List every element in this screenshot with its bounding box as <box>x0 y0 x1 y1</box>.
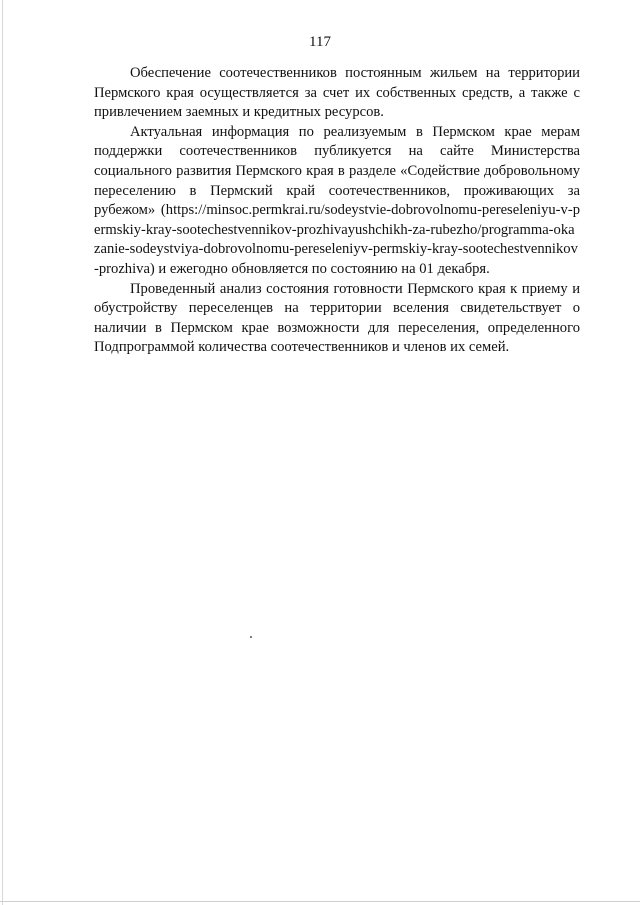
paragraph-housing: Обеспечение соотечественников постоянным жильем на территории Пермского края осуществляется за счет их собственных средств, а также с привлечением заемных и кредитных ресурсов. <box>94 65 580 121</box>
paragraph-support-info <box>94 123 580 280</box>
scan-edge-left <box>2 0 3 905</box>
document-body <box>94 64 580 358</box>
scan-edge-bottom <box>0 901 640 902</box>
scan-speck <box>250 636 252 638</box>
paragraph-support-text-after: ) и ежегодно обновляется по состоянию на 01 декабря. <box>149 260 490 277</box>
paragraph-support-text-before: Актуальная информация по реализуемым в Пермском крае мерам поддержки соотечественников публикуется на сайте Министерства социального развития Пермского края в разделе «Содействие добровольному переселению в Пермский край соотечественников, проживающих за рубежом» ( <box>94 123 580 219</box>
support-info-link[interactable]: https://minsoc.permkrai.ru/sodeystvie-dobrovolnomu-pereseleniyu-v-permskiy-kray-sootechestvennikov-prozhivayushchikh-za-rubezho/programma-okazanie-sodeystviya-dobrovolnomu-pereseleniyv-permskiy-kray-sootechestvennikov-prozhiva <box>94 202 580 277</box>
paragraph-readiness-analysis: Проведенный анализ состояния готовности Пермского края к приему и обустройству переселенцев на территории вселения свидетельствует о наличии в Пермском крае возможности для переселения, определенного Подпрограммой количества соотечественников и членов их семей. <box>94 280 580 356</box>
page-number: 117 <box>309 34 331 50</box>
